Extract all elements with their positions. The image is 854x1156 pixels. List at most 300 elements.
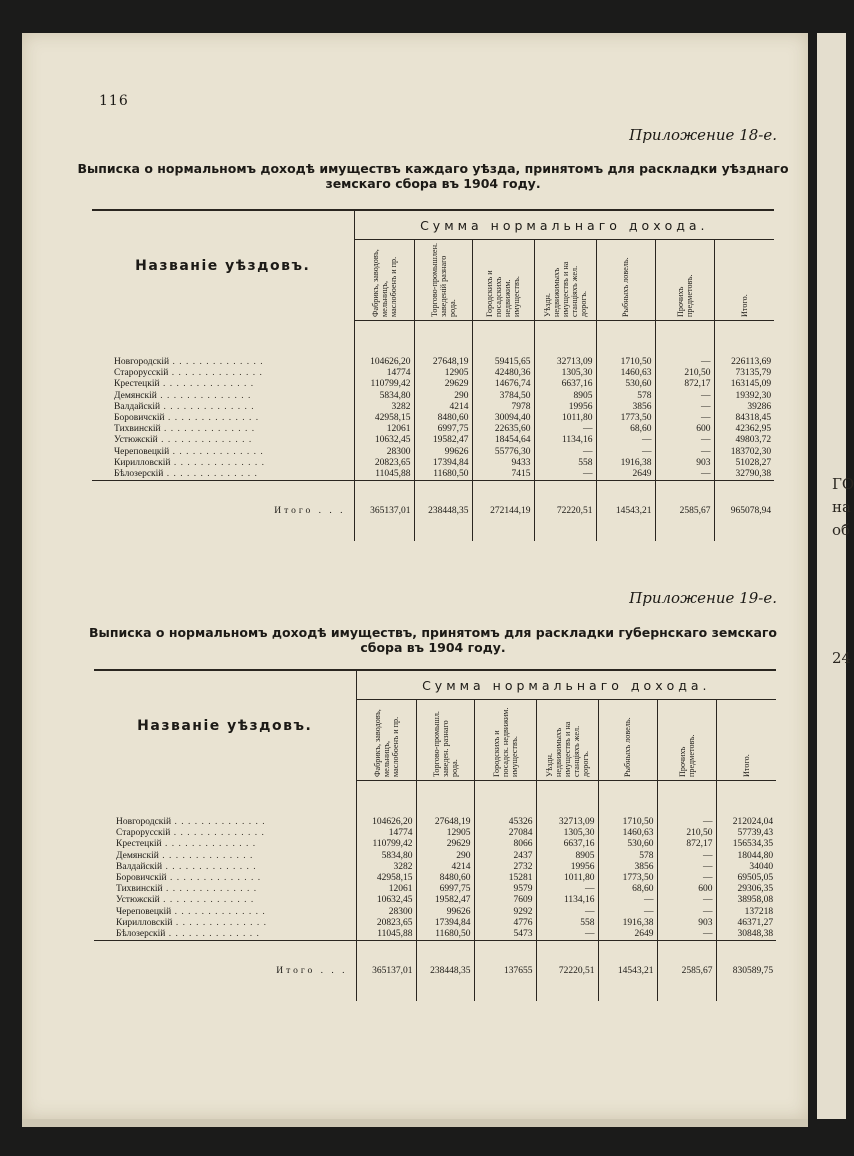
value-cell: 19582,47 [416,895,474,906]
value-cell: 872,17 [657,839,716,850]
table-row [94,907,776,918]
value-cell: 3784,50 [472,391,534,402]
value-cell: — [657,851,716,862]
leader-dots: . . . . . . . . . . . . . . [171,817,266,827]
value-cell: 99626 [414,447,472,458]
value-cell: 19392,30 [735,390,772,401]
table-row [94,851,776,862]
value-cell: 1134,16 [536,895,598,906]
value-cell: 30848,38 [737,929,774,940]
district-name: Тихвинскій [116,884,163,895]
value-cell: 14676,74 [472,379,534,390]
appendix-label-2: Приложение 19-е. [629,589,777,607]
value-cell: 18454,64 [472,435,534,446]
value-cell: 226113,69 [731,357,772,367]
column-header [657,700,716,781]
district-name-cell [94,839,356,850]
value-cell: 27648,19 [416,817,474,828]
value-cell: 32713,09 [534,357,596,368]
value-cell: 903 [655,458,714,469]
value-cell: 15281 [474,873,536,884]
table-row [92,413,774,424]
value-cell: — [655,391,714,402]
value-cell: 11045,88 [354,469,414,481]
value-cell: 183702,30 [730,446,772,457]
value-cell: 1305,30 [534,368,596,379]
value-cell: 32713,09 [536,817,598,828]
spacer-cell [536,781,598,818]
total-value-cell: 72220,51 [536,941,598,1002]
value-cell: 7415 [472,469,534,481]
value-cell: 6997,75 [414,424,472,435]
district-name-cell [92,402,354,413]
column-header-text: Уѣздн. недвижимыхъ имуществъ и на станціяхъ жел. дорогъ. [544,721,590,777]
value-cell: — [655,402,714,413]
normal-income-table-province [94,669,776,1001]
column-header-text: Фабрикъ, заводовъ, мельницъ, маслобоенъ и пр. [370,249,398,317]
spacer-cell [354,321,414,358]
spacer-cell [92,321,354,358]
leader-dots: . . . . . . . . . . . . . . [165,929,260,940]
leader-dots: . . . . . . . . . . . . . . [169,357,264,367]
value-cell: 38958,08 [737,895,774,906]
value-cell: 27648,19 [414,357,472,368]
value-cell: 99626 [416,907,474,918]
name-column-header: Названіе уѣздовъ. [92,210,354,321]
table-row [92,458,774,469]
value-cell: 2649 [596,469,655,481]
total-value-cell: 365137,01 [354,481,414,542]
leader-dots: . . . . . . . . . . . . . . [163,469,258,480]
column-header [655,240,714,321]
district-name-cell [94,828,356,839]
district-name: Старорусскій [114,368,169,379]
value-cell: 29306,35 [737,884,774,895]
district-name: Череповецкій [114,446,170,457]
leader-dots: . . . . . . . . . . . . . . [172,917,267,928]
value-cell: 20823,65 [354,458,414,469]
value-cell: — [657,929,716,941]
leader-dots: . . . . . . . . . . . . . . [168,368,263,379]
total-value-cell: 365137,01 [356,941,416,1002]
value-cell: 12061 [354,424,414,435]
district-name-cell [94,817,356,828]
district-name-cell [92,447,354,458]
leader-dots: . . . . . . . . . . . . . . [159,895,255,906]
leader-dots: . . . . . . . . . . . . . . [170,457,265,468]
leader-dots: . . . . . . . . . . . . . . [162,884,258,895]
column-header [414,240,472,321]
district-name-cell [94,862,356,873]
value-cell: 84318,45 [735,413,772,424]
value-cell: 28300 [354,447,414,458]
title-line: Выписка о нормальномъ доходѣ имуществъ, принятомъ для раскладки губернскаго земскаго [88,625,778,640]
column-header [598,700,657,781]
spacer-cell [94,781,356,818]
value-cell: 10632,45 [354,435,414,446]
district-name: Демянскій [114,390,157,401]
table-row [94,918,776,929]
column-header-text: Итого. [739,294,749,317]
document-page [22,33,808,1119]
value-cell: 68,60 [596,424,655,435]
page-bottom-edge [22,1119,808,1127]
sum-column-group-header: Сумма нормальнаго дохода. [354,210,774,240]
district-name-cell [92,458,354,469]
table-row [94,817,776,828]
value-cell: 7609 [474,895,536,906]
value-cell: 5834,80 [356,851,416,862]
column-header-text: Торгово-промышл. заведен. разнаго рода. [431,711,459,777]
value-cell: — [655,469,714,481]
column-header [536,700,598,781]
value-cell: 1134,16 [534,435,596,446]
total-value-cell: 14543,21 [596,481,655,542]
value-cell: 2649 [598,929,657,941]
value-cell: — [534,469,596,481]
value-cell: 530,60 [598,839,657,850]
total-value-cell: 238448,35 [416,941,474,1002]
spacer-cell [416,781,474,818]
value-cell: — [596,447,655,458]
value-cell: 1011,80 [536,873,598,884]
value-cell: 1011,80 [534,413,596,424]
value-cell: 104626,20 [354,357,414,368]
value-cell: — [655,413,714,424]
value-cell: — [598,907,657,918]
district-name: Бѣлозерскій [114,469,164,480]
title-line: Выписка о нормальномъ доходѣ имуществъ каждаго уѣзда, принятомъ для раскладки уѣзднаго [77,161,789,176]
district-name: Крестецкій [114,379,160,390]
value-cell: 3282 [356,862,416,873]
column-header [596,240,655,321]
column-header-text: Городскихъ и посадск. недвижим. имуществъ. [491,707,519,777]
leader-dots: . . . . . . . . . . . . . . [161,839,257,850]
column-header-text: Прочихъ предметовъ. [675,274,694,317]
adjacent-page-fragment: ГО [832,475,854,493]
value-cell: 17394,84 [416,918,474,929]
value-cell: 18044,80 [737,850,774,861]
value-cell: 558 [534,458,596,469]
district-name: Новгородскій [114,357,170,367]
table-row [94,873,776,884]
value-cell: 59415,65 [472,357,534,368]
section-title-2 [62,625,804,655]
totals-label: Итого . . . [92,481,354,542]
district-name: Кирилловскій [116,917,173,928]
value-cell: 14774 [354,368,414,379]
normal-income-table-district [92,209,774,541]
value-cell: 28300 [356,907,416,918]
column-header-text: Уѣздн. недвижимыхъ имуществъ и на станціяхъ жел. дорогъ. [542,261,588,317]
leader-dots: . . . . . . . . . . . . . . [171,906,266,917]
value-cell: — [655,435,714,446]
column-header-text: Рыбныхъ ловель. [623,717,632,777]
value-cell: 110799,42 [354,379,414,390]
adjacent-page-fragment: об [832,521,851,539]
value-cell: 11045,88 [356,929,416,941]
column-header [356,700,416,781]
value-cell: 4776 [474,918,536,929]
value-cell: 32790,38 [735,469,772,480]
leader-dots: . . . . . . . . . . . . . . [160,401,255,412]
spacer-cell [414,321,472,358]
adjacent-page-fragment: 24 [832,649,852,667]
column-header [474,700,536,781]
district-name-cell [92,368,354,379]
table-row [94,929,776,941]
district-name-cell [94,895,356,906]
district-name: Валдайскій [116,861,163,872]
value-cell: 8480,60 [416,873,474,884]
value-cell: 8066 [474,839,536,850]
spacer-cell [716,781,776,818]
district-name-cell [92,424,354,435]
table-row [92,368,774,379]
value-cell: 11680,50 [414,469,472,481]
total-value-cell: 2585,67 [655,481,714,542]
value-cell: — [657,862,716,873]
title-line: земскаго сбора въ 1904 году. [325,176,541,191]
district-name: Кирилловскій [114,457,171,468]
district-name: Старорусскій [116,828,171,839]
value-cell: — [598,895,657,906]
leader-dots: . . . . . . . . . . . . . . [162,861,257,872]
value-cell: 49803,72 [735,435,772,446]
table-row [94,862,776,873]
value-cell: 9292 [474,907,536,918]
district-name: Демянскій [116,850,159,861]
total-value-cell: 272144,19 [472,481,534,542]
value-cell: 104626,20 [356,817,416,828]
value-cell: 29629 [414,379,472,390]
value-cell: 137218 [744,906,774,917]
value-cell: 55776,30 [472,447,534,458]
spacer-cell [657,781,716,818]
value-cell: 20823,65 [356,918,416,929]
district-name-cell [92,391,354,402]
value-cell: 11680,50 [416,929,474,941]
table-row [94,839,776,850]
value-cell: 110799,42 [356,839,416,850]
leader-dots: . . . . . . . . . . . . . . [156,390,252,401]
name-column-header: Названіе уѣздовъ. [94,670,356,781]
value-cell: 3282 [354,402,414,413]
value-cell: 39286 [747,401,772,412]
leader-dots: . . . . . . . . . . . . . . [160,424,256,435]
district-name-cell [94,873,356,884]
value-cell: 210,50 [657,828,716,839]
column-header [472,240,534,321]
value-cell: 57739,43 [737,828,774,839]
value-cell: 290 [416,851,474,862]
value-cell: 12905 [414,368,472,379]
value-cell: 42480,36 [472,368,534,379]
sum-column-group-header: Сумма нормальнаго дохода. [356,670,776,700]
value-cell: 6997,75 [416,884,474,895]
value-cell: 19582,47 [414,435,472,446]
value-cell: 212024,04 [732,817,774,827]
value-cell: 5473 [474,929,536,941]
table-row [92,379,774,390]
value-cell: 68,60 [598,884,657,895]
appendix-label-1: Приложение 18-е. [629,126,777,144]
column-header-text: Итого. [741,754,751,777]
value-cell: 8905 [534,391,596,402]
value-cell: 30094,40 [472,413,534,424]
value-cell: 3856 [596,402,655,413]
spacer-cell [474,781,536,818]
column-header-text: Фабрикъ, заводовъ, мельницъ, маслобоенъ и пр. [372,709,400,777]
value-cell: — [655,447,714,458]
leader-dots: . . . . . . . . . . . . . . [169,446,264,457]
table-row [94,828,776,839]
column-header-text: Городскихъ и посадскихъ недвижим. имуществъ. [485,270,521,317]
total-value-cell: 965078,94 [714,481,774,542]
value-cell: 9433 [472,458,534,469]
table-row [92,391,774,402]
adjacent-page-fragment: на [832,498,851,516]
value-cell: 42362,95 [735,424,772,435]
leader-dots: . . . . . . . . . . . . . . [159,379,255,390]
value-cell: 3856 [598,862,657,873]
value-cell: 1916,38 [596,458,655,469]
leader-dots: . . . . . . . . . . . . . . [166,873,262,884]
district-name: Бѣлозерскій [116,929,166,940]
value-cell: 10632,45 [356,895,416,906]
value-cell: 42958,15 [356,873,416,884]
leader-dots: . . . . . . . . . . . . . . [158,850,254,861]
value-cell: 163145,09 [730,379,772,390]
table-row [94,884,776,895]
adjacent-page-edge [817,33,854,1119]
district-name-cell [92,357,354,368]
value-cell: 9579 [474,884,536,895]
district-name-cell [92,435,354,446]
value-cell: 578 [596,391,655,402]
value-cell: 1773,50 [598,873,657,884]
district-name: Устюжскій [116,895,160,906]
value-cell: 42958,15 [354,413,414,424]
total-value-cell: 830589,75 [716,941,776,1002]
district-name: Крестецкій [116,839,162,850]
value-cell: 69505,05 [737,873,774,884]
column-header [716,700,776,781]
total-value-cell: 238448,35 [414,481,472,542]
table-row [92,447,774,458]
value-cell: 903 [657,918,716,929]
value-cell: 4214 [416,862,474,873]
district-name: Боровичскій [116,873,167,884]
district-name-cell [92,379,354,390]
column-header [416,700,474,781]
table-row [92,435,774,446]
spacer-cell [596,321,655,358]
value-cell: 29629 [416,839,474,850]
district-name: Тихвинскій [114,424,161,435]
value-cell: — [536,929,598,941]
totals-row [92,481,774,542]
district-name-cell [94,929,356,941]
column-header [354,240,414,321]
column-header [714,240,774,321]
value-cell: 27084 [474,828,536,839]
spacer-cell [356,781,416,818]
value-cell: 73135,79 [735,368,772,379]
value-cell: 1460,63 [596,368,655,379]
value-cell: 1710,50 [596,357,655,368]
value-cell: — [534,447,596,458]
totals-label: Итого . . . [94,941,356,1002]
value-cell: — [657,817,716,828]
value-cell: 1305,30 [536,828,598,839]
value-cell: 14774 [356,828,416,839]
value-cell: 12905 [416,828,474,839]
spacer-cell [655,321,714,358]
district-name: Устюжскій [114,435,158,446]
title-line: сбора въ 1904 году. [360,640,506,655]
value-cell: 578 [598,851,657,862]
value-cell: 12061 [356,884,416,895]
value-cell: 2732 [474,862,536,873]
value-cell: — [534,424,596,435]
leader-dots: . . . . . . . . . . . . . . [157,435,253,446]
value-cell: 19956 [536,862,598,873]
page-number: 116 [99,93,129,109]
value-cell: — [596,435,655,446]
value-cell: — [657,895,716,906]
district-name-cell [94,851,356,862]
total-value-cell: 137655 [474,941,536,1002]
section-title-1 [62,161,804,191]
district-name: Череповецкій [116,906,172,917]
column-header-text: Торгово-промышлен. заведеній разнаго рода. [429,243,457,317]
spacer-cell [714,321,774,358]
column-header [534,240,596,321]
table-row [92,424,774,435]
value-cell: 1460,63 [598,828,657,839]
spacer-cell [472,321,534,358]
total-value-cell: 2585,67 [657,941,716,1002]
value-cell: 17394,84 [414,458,472,469]
table-row [94,895,776,906]
value-cell: — [657,907,716,918]
value-cell: 8480,60 [414,413,472,424]
value-cell: 290 [414,391,472,402]
district-name: Боровичскій [114,413,165,424]
value-cell: 2437 [474,851,536,862]
district-name-cell [94,907,356,918]
value-cell: 6637,16 [536,839,598,850]
district-name: Новгородскій [116,817,172,827]
district-name-cell [92,413,354,424]
column-header-text: Рыбныхъ ловель. [621,257,630,317]
spacer-cell [598,781,657,818]
leader-dots: . . . . . . . . . . . . . . [170,828,265,839]
value-cell: — [655,357,714,368]
value-cell: 22635,60 [472,424,534,435]
district-name: Валдайскій [114,401,161,412]
value-cell: 1916,38 [598,918,657,929]
value-cell: 6637,16 [534,379,596,390]
value-cell: 5834,80 [354,391,414,402]
value-cell: 1773,50 [596,413,655,424]
total-value-cell: 14543,21 [598,941,657,1002]
value-cell: 530,60 [596,379,655,390]
value-cell: — [536,907,598,918]
value-cell: 4214 [414,402,472,413]
value-cell: 46371,27 [737,917,774,928]
